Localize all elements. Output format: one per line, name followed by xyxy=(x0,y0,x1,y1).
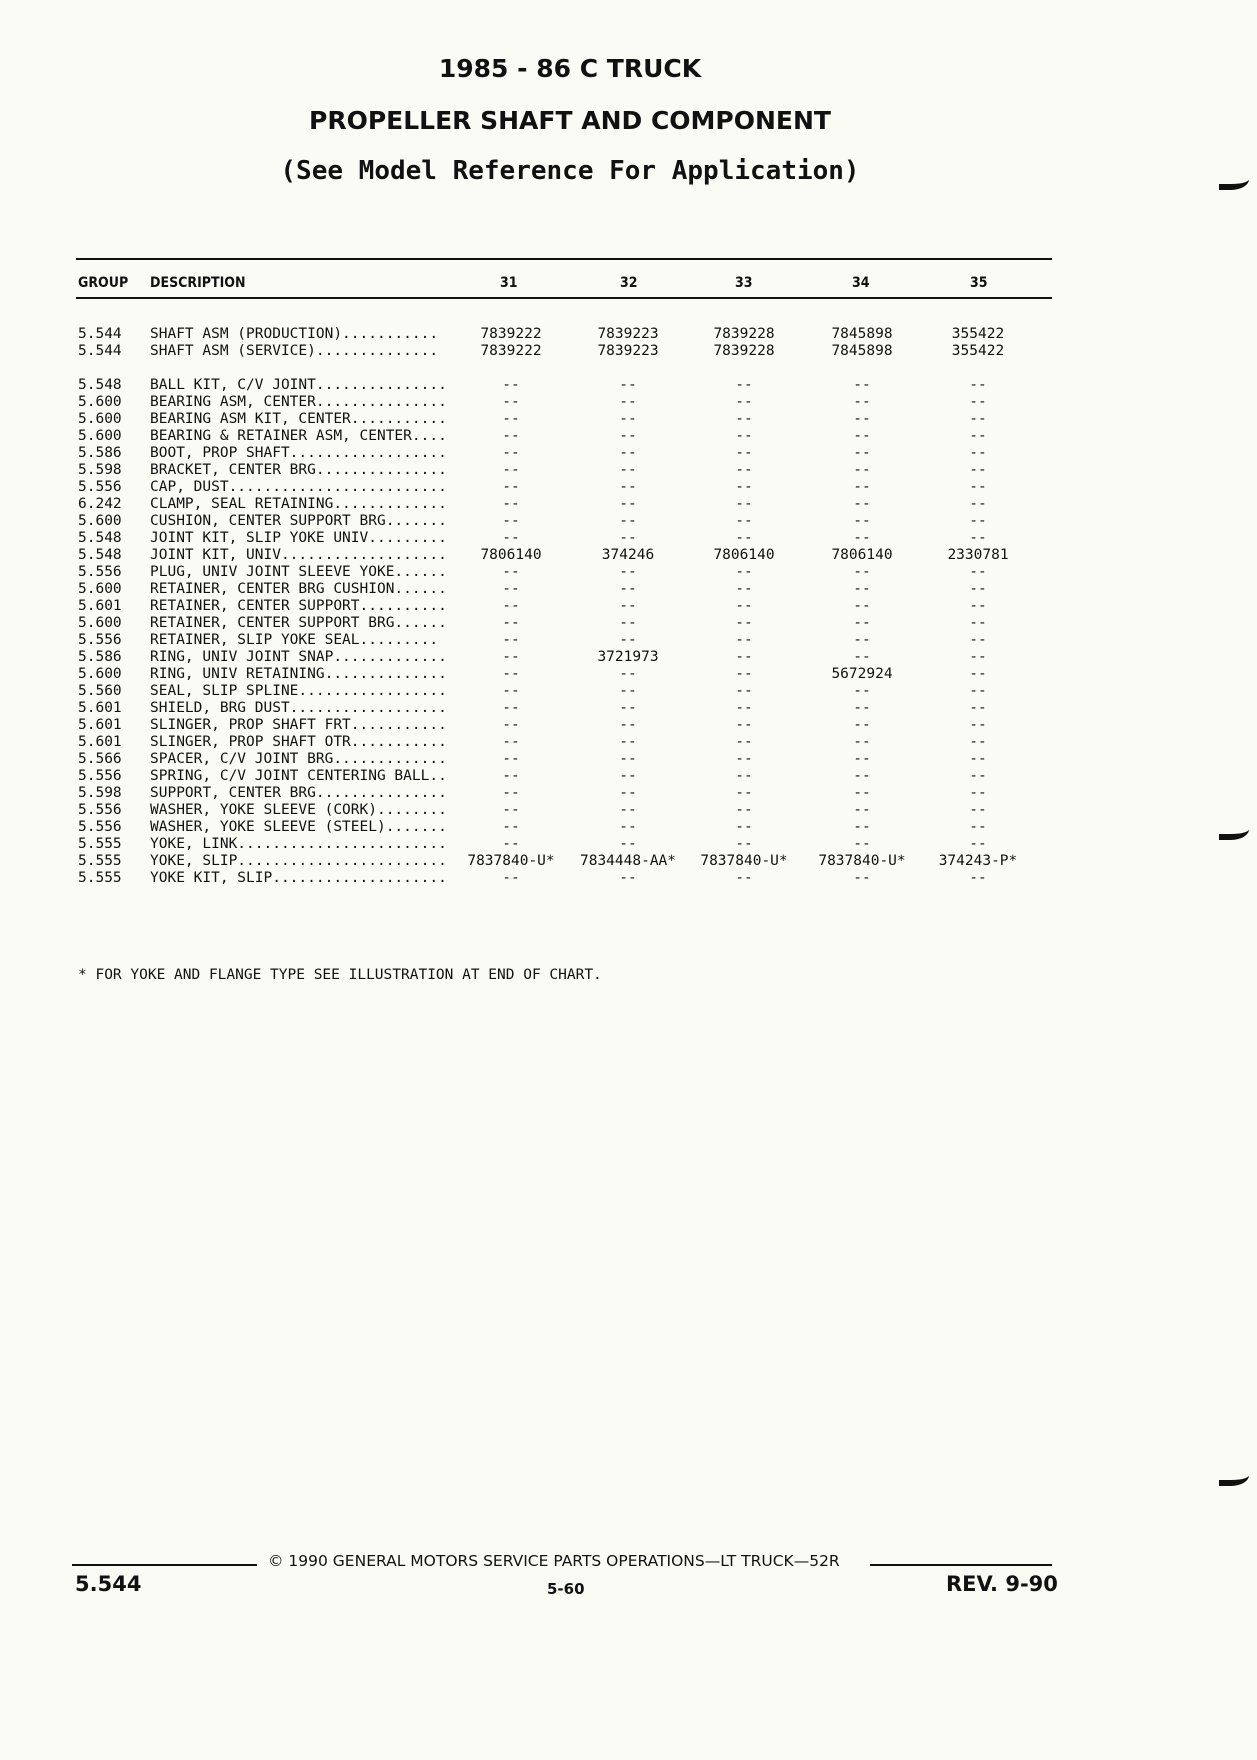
cell-part-number: 374243-P* xyxy=(938,853,1018,869)
cell-part-number: 7839228 xyxy=(713,326,775,342)
table-row xyxy=(0,734,1257,751)
cell-part-number: -- xyxy=(735,496,753,512)
cell-part-number: 7806140 xyxy=(480,547,542,563)
column-header-33: 33 xyxy=(735,275,753,291)
cell-part-number: -- xyxy=(735,870,753,886)
table-row xyxy=(0,411,1257,428)
cell-group: 5.600 xyxy=(78,411,122,427)
cell-part-number: -- xyxy=(853,717,871,733)
table-row xyxy=(0,581,1257,598)
cell-part-number: -- xyxy=(502,411,520,427)
cell-part-number: -- xyxy=(853,768,871,784)
cell-part-number: -- xyxy=(502,530,520,546)
footer-section-number: 5.544 xyxy=(75,1572,142,1596)
cell-part-number: -- xyxy=(619,836,637,852)
cell-group: 5.600 xyxy=(78,428,122,444)
cell-group: 5.556 xyxy=(78,564,122,580)
cell-part-number: -- xyxy=(853,581,871,597)
cell-description: BRACKET, CENTER BRG............... xyxy=(150,462,447,478)
cell-part-number: -- xyxy=(619,802,637,818)
cell-part-number: -- xyxy=(969,564,987,580)
cell-group: 5.544 xyxy=(78,326,122,342)
cell-group: 5.586 xyxy=(78,445,122,461)
cell-part-number: -- xyxy=(619,428,637,444)
cell-group: 6.242 xyxy=(78,496,122,512)
cell-description: RETAINER, CENTER SUPPORT.......... xyxy=(150,598,447,614)
cell-part-number: -- xyxy=(735,751,753,767)
cell-part-number: -- xyxy=(969,870,987,886)
cell-part-number: 374246 xyxy=(601,547,655,563)
cell-part-number: 7837840-U* xyxy=(818,853,906,869)
cell-description: CUSHION, CENTER SUPPORT BRG....... xyxy=(150,513,447,529)
cell-part-number: -- xyxy=(619,819,637,835)
cell-part-number: -- xyxy=(502,462,520,478)
cell-part-number: -- xyxy=(619,411,637,427)
cell-part-number: -- xyxy=(502,666,520,682)
table-row xyxy=(0,428,1257,445)
table-row xyxy=(0,666,1257,683)
cell-part-number: -- xyxy=(853,649,871,665)
cell-description: RING, UNIV RETAINING.............. xyxy=(150,666,447,682)
cell-part-number: -- xyxy=(853,428,871,444)
cell-part-number: -- xyxy=(735,717,753,733)
binder-hole-mark xyxy=(1219,1468,1249,1486)
cell-description: BEARING & RETAINER ASM, CENTER.... xyxy=(150,428,447,444)
cell-part-number: -- xyxy=(735,479,753,495)
cell-part-number: -- xyxy=(853,530,871,546)
cell-description: SUPPORT, CENTER BRG............... xyxy=(150,785,447,801)
cell-part-number: -- xyxy=(853,564,871,580)
table-row xyxy=(0,785,1257,802)
table-row xyxy=(0,649,1257,666)
cell-part-number: -- xyxy=(502,496,520,512)
cell-part-number: -- xyxy=(619,394,637,410)
table-row xyxy=(0,836,1257,853)
cell-part-number: -- xyxy=(619,870,637,886)
cell-description: SPRING, C/V JOINT CENTERING BALL.. xyxy=(150,768,447,784)
column-header-group: GROUP xyxy=(78,275,129,291)
cell-part-number: -- xyxy=(619,513,637,529)
cell-description: SHIELD, BRG DUST.................. xyxy=(150,700,447,716)
cell-part-number: -- xyxy=(502,581,520,597)
cell-part-number: -- xyxy=(735,819,753,835)
column-header-34: 34 xyxy=(852,275,870,291)
table-row xyxy=(0,479,1257,496)
cell-part-number: -- xyxy=(969,530,987,546)
cell-part-number: -- xyxy=(735,394,753,410)
cell-part-number: -- xyxy=(735,445,753,461)
column-header-32: 32 xyxy=(620,275,638,291)
cell-part-number: -- xyxy=(502,802,520,818)
footer-rule-right xyxy=(870,1564,1052,1566)
footer-page-number: 5-60 xyxy=(547,1580,585,1598)
cell-part-number: -- xyxy=(969,513,987,529)
cell-part-number: -- xyxy=(619,598,637,614)
cell-part-number: -- xyxy=(853,734,871,750)
cell-part-number: 7806140 xyxy=(713,547,775,563)
cell-group: 5.555 xyxy=(78,870,122,886)
cell-part-number: 7837840-U* xyxy=(467,853,555,869)
table-row xyxy=(0,564,1257,581)
cell-part-number: -- xyxy=(853,819,871,835)
cell-part-number: -- xyxy=(619,530,637,546)
cell-part-number: -- xyxy=(502,768,520,784)
cell-group: 5.555 xyxy=(78,836,122,852)
cell-part-number: -- xyxy=(502,683,520,699)
cell-part-number: -- xyxy=(735,836,753,852)
cell-description: RETAINER, CENTER BRG CUSHION...... xyxy=(150,581,447,597)
cell-part-number: -- xyxy=(502,632,520,648)
table-row xyxy=(0,768,1257,785)
cell-description: SLINGER, PROP SHAFT FRT........... xyxy=(150,717,447,733)
cell-part-number: -- xyxy=(619,717,637,733)
table-row xyxy=(0,870,1257,887)
cell-part-number: -- xyxy=(502,819,520,835)
cell-part-number: -- xyxy=(735,564,753,580)
cell-part-number: 7839223 xyxy=(597,343,659,359)
cell-group: 5.560 xyxy=(78,683,122,699)
table-row xyxy=(0,819,1257,836)
cell-group: 5.556 xyxy=(78,768,122,784)
cell-part-number: -- xyxy=(969,377,987,393)
cell-part-number: -- xyxy=(735,513,753,529)
footer-rule-left xyxy=(72,1564,257,1566)
cell-part-number: -- xyxy=(619,734,637,750)
cell-part-number: -- xyxy=(735,598,753,614)
cell-part-number: -- xyxy=(969,717,987,733)
cell-part-number: -- xyxy=(969,598,987,614)
cell-description: YOKE KIT, SLIP.................... xyxy=(150,870,447,886)
cell-description: BOOT, PROP SHAFT.................. xyxy=(150,445,447,461)
cell-part-number: 7839222 xyxy=(480,343,542,359)
cell-description: SHAFT ASM (SERVICE).............. xyxy=(150,343,439,359)
cell-part-number: -- xyxy=(735,734,753,750)
table-row xyxy=(0,615,1257,632)
cell-group: 5.566 xyxy=(78,751,122,767)
cell-description: JOINT KIT, UNIV................... xyxy=(150,547,447,563)
column-header-description: DESCRIPTION xyxy=(150,275,246,291)
cell-description: SLINGER, PROP SHAFT OTR........... xyxy=(150,734,447,750)
cell-part-number: -- xyxy=(969,785,987,801)
cell-part-number: 7839222 xyxy=(480,326,542,342)
cell-group: 5.548 xyxy=(78,377,122,393)
cell-part-number: -- xyxy=(969,649,987,665)
cell-part-number: -- xyxy=(502,649,520,665)
cell-part-number: -- xyxy=(969,581,987,597)
cell-part-number: -- xyxy=(969,683,987,699)
cell-group: 5.600 xyxy=(78,513,122,529)
cell-group: 5.601 xyxy=(78,598,122,614)
cell-part-number: 7834448-AA* xyxy=(579,853,677,869)
cell-part-number: -- xyxy=(502,428,520,444)
cell-part-number: -- xyxy=(735,377,753,393)
cell-description: PLUG, UNIV JOINT SLEEVE YOKE...... xyxy=(150,564,447,580)
column-header-35: 35 xyxy=(970,275,988,291)
table-header-rule xyxy=(76,297,1052,299)
cell-description: YOKE, LINK........................ xyxy=(150,836,447,852)
cell-part-number: -- xyxy=(735,632,753,648)
cell-part-number: -- xyxy=(853,751,871,767)
cell-description: CAP, DUST......................... xyxy=(150,479,447,495)
cell-part-number: 3721973 xyxy=(597,649,659,665)
cell-part-number: -- xyxy=(735,700,753,716)
cell-part-number: -- xyxy=(969,428,987,444)
cell-description: BALL KIT, C/V JOINT............... xyxy=(150,377,447,393)
table-row xyxy=(0,751,1257,768)
cell-group: 5.600 xyxy=(78,581,122,597)
cell-part-number: -- xyxy=(853,598,871,614)
cell-part-number: -- xyxy=(735,411,753,427)
page-title: 1985 - 86 C TRUCK xyxy=(438,54,702,83)
cell-part-number: 7845898 xyxy=(831,343,893,359)
cell-description: RING, UNIV JOINT SNAP............. xyxy=(150,649,447,665)
table-top-rule xyxy=(76,258,1052,260)
cell-part-number: -- xyxy=(735,768,753,784)
cell-part-number: -- xyxy=(969,411,987,427)
cell-part-number: 7837840-U* xyxy=(700,853,788,869)
cell-group: 5.600 xyxy=(78,394,122,410)
cell-part-number: -- xyxy=(853,870,871,886)
cell-part-number: -- xyxy=(853,479,871,495)
cell-part-number: -- xyxy=(735,530,753,546)
cell-part-number: 5672924 xyxy=(831,666,893,682)
cell-group: 5.544 xyxy=(78,343,122,359)
cell-part-number: -- xyxy=(969,751,987,767)
cell-group: 5.598 xyxy=(78,785,122,801)
cell-part-number: -- xyxy=(735,581,753,597)
table-row xyxy=(0,802,1257,819)
binder-hole-mark xyxy=(1219,172,1249,190)
cell-part-number: -- xyxy=(502,717,520,733)
cell-part-number: -- xyxy=(969,479,987,495)
table-row xyxy=(0,717,1257,734)
cell-part-number: -- xyxy=(619,496,637,512)
cell-part-number: -- xyxy=(502,564,520,580)
cell-group: 5.600 xyxy=(78,615,122,631)
cell-part-number: -- xyxy=(969,615,987,631)
cell-part-number: -- xyxy=(853,377,871,393)
cell-part-number: -- xyxy=(619,683,637,699)
cell-part-number: -- xyxy=(619,479,637,495)
cell-part-number: -- xyxy=(853,632,871,648)
table-row xyxy=(0,462,1257,479)
cell-part-number: -- xyxy=(619,462,637,478)
cell-part-number: -- xyxy=(619,377,637,393)
cell-part-number: -- xyxy=(969,445,987,461)
cell-description: JOINT KIT, SLIP YOKE UNIV......... xyxy=(150,530,447,546)
page-subtitle: PROPELLER SHAFT AND COMPONENT xyxy=(309,106,831,135)
cell-part-number: -- xyxy=(502,615,520,631)
cell-part-number: 7839228 xyxy=(713,343,775,359)
cell-description: WASHER, YOKE SLEEVE (CORK)........ xyxy=(150,802,447,818)
cell-part-number: -- xyxy=(502,785,520,801)
table-row xyxy=(0,683,1257,700)
cell-part-number: -- xyxy=(502,751,520,767)
table-row xyxy=(0,445,1257,462)
cell-part-number: -- xyxy=(619,700,637,716)
cell-part-number: -- xyxy=(969,496,987,512)
cell-part-number: -- xyxy=(735,802,753,818)
cell-part-number: -- xyxy=(853,496,871,512)
cell-group: 5.556 xyxy=(78,819,122,835)
table-row xyxy=(0,700,1257,717)
cell-part-number: -- xyxy=(502,598,520,614)
cell-part-number: 355422 xyxy=(951,343,1005,359)
cell-part-number: -- xyxy=(853,836,871,852)
cell-group: 5.548 xyxy=(78,547,122,563)
cell-part-number: -- xyxy=(502,445,520,461)
cell-part-number: -- xyxy=(502,513,520,529)
table-row xyxy=(0,853,1257,870)
cell-part-number: -- xyxy=(735,615,753,631)
cell-part-number: -- xyxy=(969,836,987,852)
cell-description: RETAINER, CENTER SUPPORT BRG...... xyxy=(150,615,447,631)
cell-part-number: -- xyxy=(735,683,753,699)
cell-part-number: -- xyxy=(853,683,871,699)
table-row xyxy=(0,632,1257,649)
cell-group: 5.586 xyxy=(78,649,122,665)
cell-part-number: -- xyxy=(502,734,520,750)
cell-part-number: -- xyxy=(969,462,987,478)
cell-part-number: -- xyxy=(969,394,987,410)
cell-description: BEARING ASM KIT, CENTER........... xyxy=(150,411,447,427)
cell-group: 5.601 xyxy=(78,717,122,733)
cell-part-number: -- xyxy=(969,768,987,784)
cell-part-number: -- xyxy=(502,394,520,410)
cell-description: BEARING ASM, CENTER............... xyxy=(150,394,447,410)
cell-part-number: -- xyxy=(853,615,871,631)
cell-part-number: -- xyxy=(969,734,987,750)
cell-part-number: -- xyxy=(502,700,520,716)
cell-part-number: -- xyxy=(853,802,871,818)
cell-part-number: -- xyxy=(969,666,987,682)
cell-part-number: 2330781 xyxy=(947,547,1009,563)
cell-part-number: -- xyxy=(735,428,753,444)
table-row xyxy=(0,547,1257,564)
table-row xyxy=(0,377,1257,394)
cell-part-number: -- xyxy=(853,785,871,801)
cell-description: SEAL, SLIP SPLINE................. xyxy=(150,683,447,699)
cell-part-number: -- xyxy=(969,700,987,716)
table-row xyxy=(0,598,1257,615)
cell-description: SPACER, C/V JOINT BRG............. xyxy=(150,751,447,767)
cell-part-number: -- xyxy=(853,445,871,461)
footer-copyright: © 1990 GENERAL MOTORS SERVICE PARTS OPERATIONS—LT TRUCK—52R xyxy=(268,1552,840,1570)
table-row xyxy=(0,394,1257,411)
table-row xyxy=(0,326,1257,343)
cell-group: 5.556 xyxy=(78,802,122,818)
cell-description: SHAFT ASM (PRODUCTION)........... xyxy=(150,326,439,342)
cell-group: 5.555 xyxy=(78,853,122,869)
cell-group: 5.601 xyxy=(78,700,122,716)
cell-part-number: -- xyxy=(853,394,871,410)
cell-part-number: -- xyxy=(969,802,987,818)
cell-part-number: -- xyxy=(619,666,637,682)
cell-part-number: -- xyxy=(619,785,637,801)
table-row xyxy=(0,530,1257,547)
cell-group: 5.600 xyxy=(78,666,122,682)
cell-part-number: -- xyxy=(735,666,753,682)
cell-part-number: -- xyxy=(502,836,520,852)
cell-part-number: -- xyxy=(969,632,987,648)
table-row xyxy=(0,343,1257,360)
cell-part-number: -- xyxy=(619,581,637,597)
cell-part-number: -- xyxy=(969,819,987,835)
cell-group: 5.556 xyxy=(78,479,122,495)
cell-part-number: -- xyxy=(502,479,520,495)
cell-description: CLAMP, SEAL RETAINING............. xyxy=(150,496,447,512)
cell-part-number: -- xyxy=(502,870,520,886)
table-row xyxy=(0,496,1257,513)
cell-part-number: -- xyxy=(735,462,753,478)
cell-description: RETAINER, SLIP YOKE SEAL......... xyxy=(150,632,439,648)
cell-part-number: -- xyxy=(619,751,637,767)
cell-group: 5.598 xyxy=(78,462,122,478)
cell-part-number: -- xyxy=(619,564,637,580)
cell-part-number: 7839223 xyxy=(597,326,659,342)
cell-group: 5.548 xyxy=(78,530,122,546)
cell-group: 5.601 xyxy=(78,734,122,750)
cell-part-number: -- xyxy=(735,649,753,665)
cell-part-number: -- xyxy=(619,632,637,648)
cell-part-number: -- xyxy=(853,411,871,427)
cell-part-number: -- xyxy=(853,700,871,716)
cell-part-number: -- xyxy=(619,445,637,461)
cell-group: 5.556 xyxy=(78,632,122,648)
cell-part-number: -- xyxy=(853,462,871,478)
cell-part-number: 355422 xyxy=(951,326,1005,342)
footer-revision: REV. 9-90 xyxy=(946,1572,1058,1596)
cell-part-number: -- xyxy=(735,785,753,801)
footnote: * FOR YOKE AND FLANGE TYPE SEE ILLUSTRATION AT END OF CHART. xyxy=(78,967,602,983)
cell-part-number: -- xyxy=(619,615,637,631)
column-header-31: 31 xyxy=(500,275,518,291)
page-note-heading: (See Model Reference For Application) xyxy=(280,156,860,186)
cell-part-number: -- xyxy=(619,768,637,784)
table-row xyxy=(0,513,1257,530)
cell-description: WASHER, YOKE SLEEVE (STEEL)....... xyxy=(150,819,447,835)
cell-part-number: 7845898 xyxy=(831,326,893,342)
cell-part-number: -- xyxy=(502,377,520,393)
cell-part-number: -- xyxy=(853,513,871,529)
cell-description: YOKE, SLIP........................ xyxy=(150,853,447,869)
cell-part-number: 7806140 xyxy=(831,547,893,563)
